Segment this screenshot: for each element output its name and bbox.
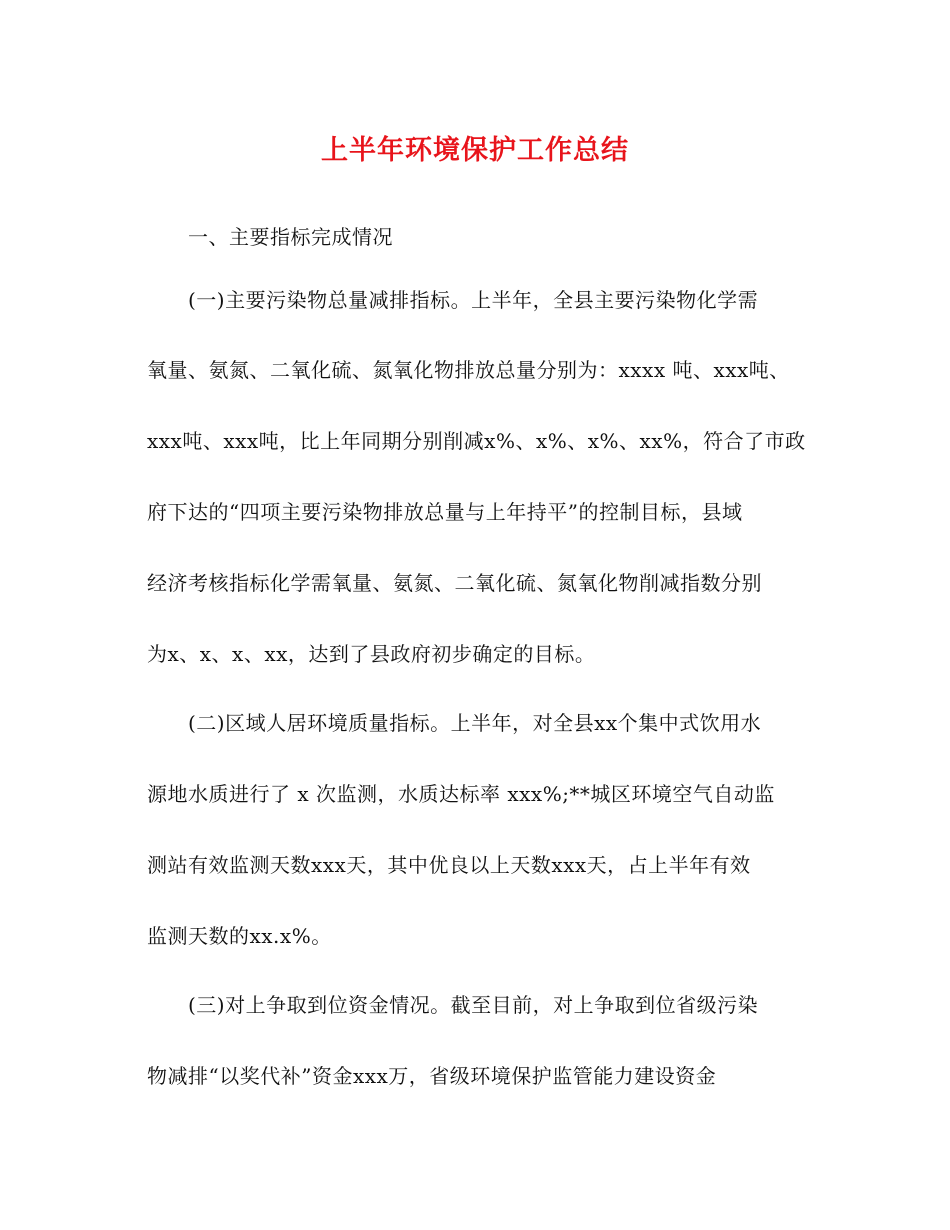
paragraph-line: (二)区域人居环境质量指标。上半年，对全县xx个集中式饮用水 xyxy=(188,711,762,735)
paragraph-line: 府下达的“四项主要污染物排放总量与上年持平”的控制目标，县域 xyxy=(147,500,743,524)
paragraph-line: (一)主要污染物总量减排指标。上半年，全县主要污染物化学需 xyxy=(188,288,759,312)
paragraph-line: 氧量、氨氮、二氧化硫、氮氧化物排放总量分别为：xxxx 吨、xxx吨、 xyxy=(147,358,790,382)
document-title: 上半年环境保护工作总结 xyxy=(321,135,629,166)
section-heading: 一、主要指标完成情况 xyxy=(188,225,393,249)
paragraph-line: 为x、x、x、xx，达到了县政府初步确定的目标。 xyxy=(147,642,596,666)
paragraph-line: 物减排“以奖代补”资金xxx万，省级环境保护监管能力建设资金 xyxy=(147,1064,717,1088)
paragraph-line: xxx吨、xxx吨，比上年同期分别削减x%、x%、x%、xx%，符合了市政 xyxy=(147,429,806,453)
paragraph-line: 测站有效监测天数xxx天，其中优良以上天数xxx天，占上半年有效 xyxy=(147,853,751,877)
paragraph-line: 经济考核指标化学需氧量、氨氮、二氧化硫、氮氧化物削减指数分别 xyxy=(147,571,762,595)
paragraph-line: 源地水质进行了 x 次监测，水质达标率 xxx%;**城区环境空气自动监 xyxy=(147,782,775,806)
paragraph-line: (三)对上争取到位资金情况。截至目前，对上争取到位省级污染 xyxy=(188,993,759,1017)
paragraph-line: 监测天数的xx.x%。 xyxy=(147,924,332,948)
